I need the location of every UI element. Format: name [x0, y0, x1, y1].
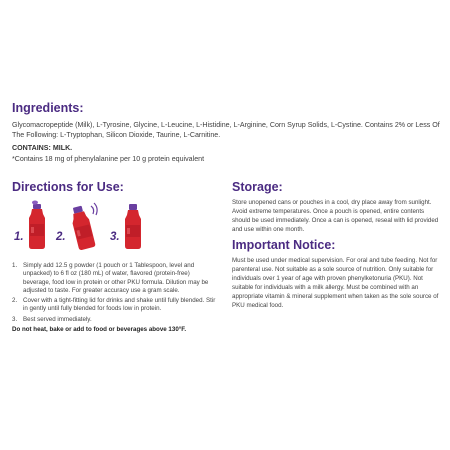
important-notice-section [232, 238, 442, 310]
bottle-shake-icon [66, 200, 100, 250]
bottle-open-icon [26, 200, 48, 250]
ingredients-section [12, 101, 440, 164]
phenylalanine-footnote: *Contains 18 mg of phenylalanine per 10 g protein equivalent [12, 155, 205, 163]
step-text: Best served immediately. [23, 315, 92, 323]
step-3-label: 3. [110, 231, 120, 243]
heat-warning: Do not heat, bake or add to food or beverages above 130°F. [12, 326, 187, 334]
direction-step [12, 262, 217, 295]
directions-heading: Directions for Use: [12, 180, 124, 194]
step-2-label: 2. [56, 231, 66, 243]
step-number: 2. [12, 297, 18, 305]
storage-text: Store unopened cans or pouches in a cool, dry place away from sunlight. Avoid extreme temperatures. Once a pouch is opened, entire contents should be used immediately. Once a can is opened, reseal with lid provided and use within one month. [232, 199, 439, 233]
important-notice-text: Must be used under medical supervision. For oral and tube feeding. Not for parenteral use. Not suitable as a sole source of nutrition. Only suitable for individuals over 1 year of age with proven phenylketonuria (PKU). Not suitable for individuals with a milk allergy. Must be combined with an appropriate vitamin & mineral supplement when taken as the sole source of PKU medical food. [232, 257, 439, 309]
storage-heading: Storage: [232, 180, 283, 194]
direction-step [12, 297, 217, 314]
step-number: 3. [12, 315, 18, 323]
allergen-statement: CONTAINS: MILK. [12, 144, 73, 152]
step-text: Cover with a tight-fitting lid for drinks and shake until fully blended. Stir in gently until fully blended for foods low in protein. [23, 297, 216, 313]
storage-section [232, 180, 440, 234]
ingredients-list: Glycomacropeptide (Milk), L-Tyrosine, Glycine, L-Leucine, L-Histidine, L-Arginine, Corn Syrup Solids, L-Cystine. Contains 2% or Less Of The Following: L-Tryptophan, Silicon Dioxide, Taurine, L-Carnitine. [12, 121, 440, 139]
step-1-label: 1. [14, 231, 24, 243]
important-notice-heading: Important Notice: [232, 238, 336, 252]
ingredients-heading: Ingredients: [12, 101, 84, 115]
step-number: 1. [12, 262, 18, 269]
preparation-illustration [12, 200, 217, 252]
bottle-ready-icon [122, 200, 144, 250]
directions-steps-list [12, 262, 217, 324]
directions-section [12, 180, 217, 334]
step-text: Simply add 12.5 g powder (1 pouch or 1 Tablespoon, level and unpacked) to 6 fl oz (180 mL) of water, flavored (protein-free) beverage, food low in protein or other PKU formula. Dilution may be adjusted to taste. For greater accuracy use a gram scale. [23, 262, 209, 294]
direction-step [12, 316, 217, 324]
